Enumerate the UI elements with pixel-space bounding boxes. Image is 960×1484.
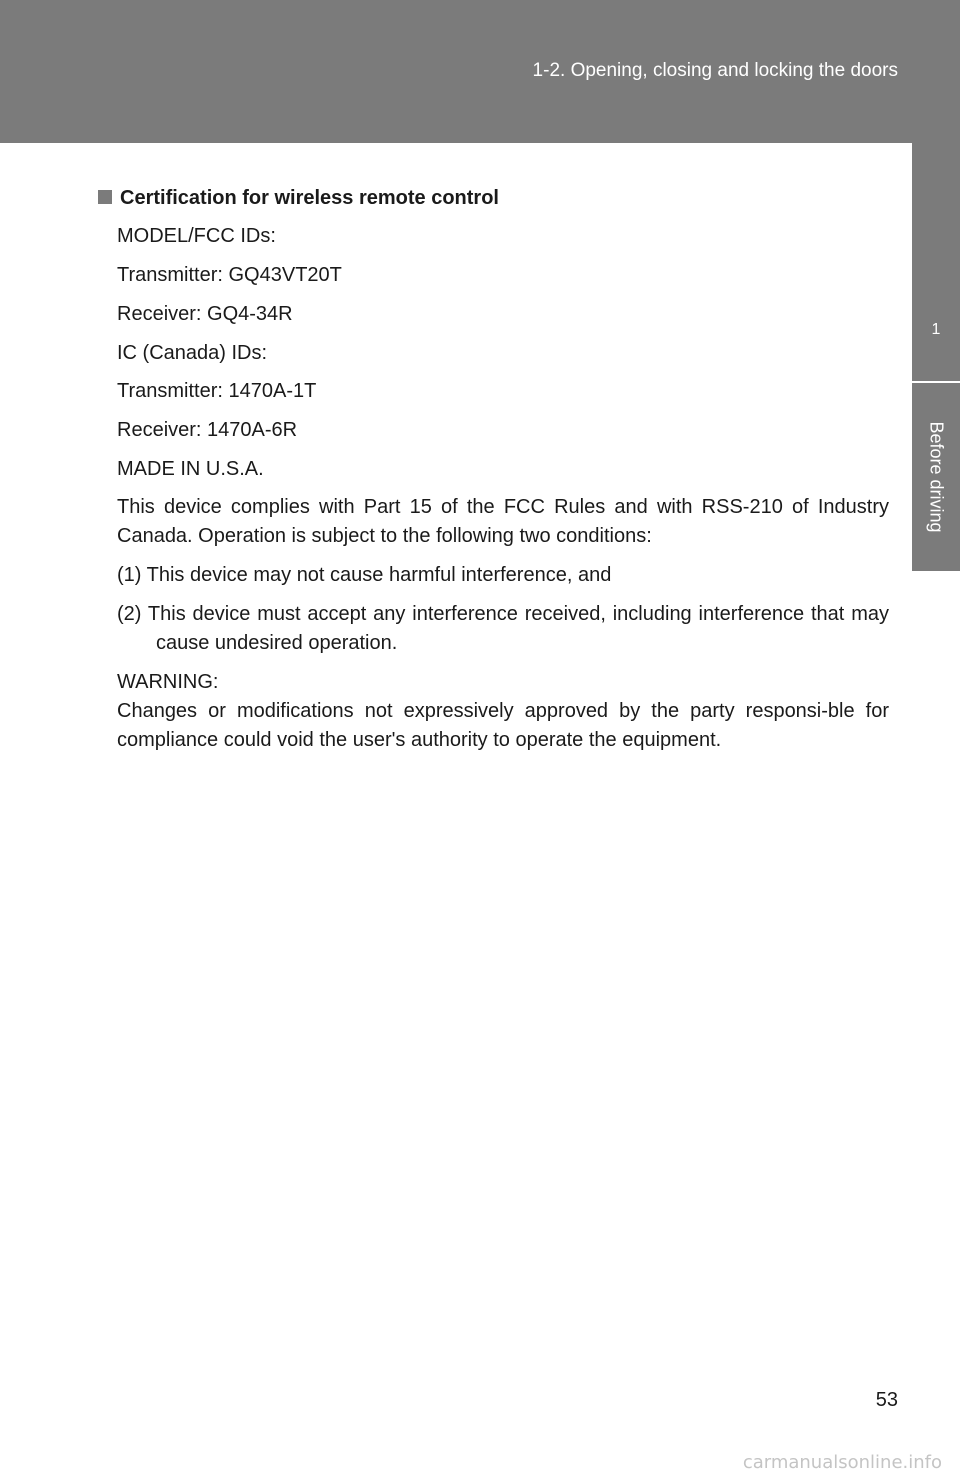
model-fcc-ids-label: MODEL/FCC IDs:: [117, 225, 276, 247]
fcc-receiver-id: Receiver: GQ4-34R: [117, 303, 293, 325]
section-heading: [98, 184, 499, 213]
condition-item: (1) This device may not cause harmful interference, and: [117, 564, 612, 586]
warning-label: WARNING:: [117, 671, 219, 693]
compliance-paragraph: This device complies with Part 15 of the FCC Rules and with RSS-210 of Industry Canada. Operation is subject to the following two conditions:: [117, 496, 889, 547]
condition-item: (2) This device must accept any interference received, including interference that may cause undesired operation.: [117, 603, 889, 654]
chapter-tab-number: [912, 143, 960, 381]
ic-transmitter-id: Transmitter: 1470A-1T: [117, 380, 317, 402]
section-heading-text: Certification for wireless remote control: [120, 187, 499, 209]
header-title: 1-2. Opening, closing and locking the doors: [532, 60, 898, 81]
page-number: 53: [875, 1389, 898, 1411]
header-band: [0, 0, 960, 143]
chapter-number: 1: [931, 321, 941, 338]
square-bullet-icon: [98, 190, 112, 204]
fcc-transmitter-id: Transmitter: GQ43VT20T: [117, 264, 342, 286]
watermark: carmanualsonline.info: [742, 1452, 942, 1473]
chapter-tab-label: [912, 383, 960, 571]
ic-ids-label: IC (Canada) IDs:: [117, 342, 268, 364]
warning-paragraph: Changes or modifications not expressively approved by the party responsi-ble for compliance could void the user's authority to operate the equipment.: [117, 700, 889, 751]
ic-receiver-id: Receiver: 1470A-6R: [117, 419, 298, 441]
chapter-label: Before driving: [926, 421, 947, 533]
made-in-label: MADE IN U.S.A.: [117, 458, 264, 480]
